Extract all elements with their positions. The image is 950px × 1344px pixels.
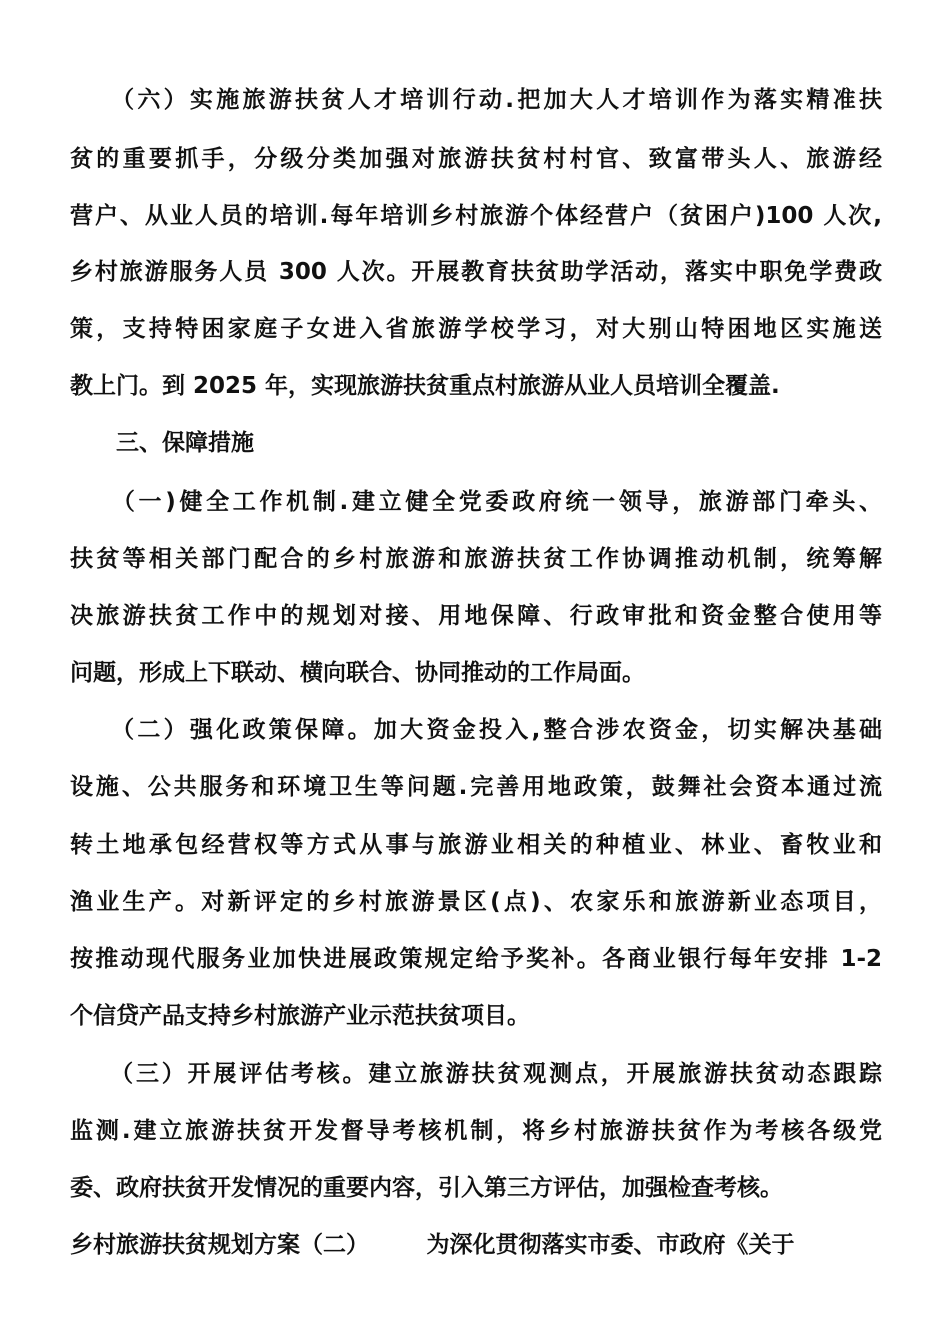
paragraph-line: （一)健全工作机制.建立健全党委政府统一领导，旅游部门牵头、 [70,489,882,515]
paragraph-line: 委、政府扶贫开发情况的重要内容，引入第三方评估，加强检查考核。 [70,1175,783,1201]
paragraph-line: 策，支持特困家庭子女进入省旅游学校学习，对大别山特困地区实施送 [70,316,882,342]
paragraph-line: 设施、公共服务和环境卫生等问题.完善用地政策，鼓舞社会资本通过流 [70,774,882,800]
paragraph-line: 渔业生产。对新评定的乡村旅游景区(点)、农家乐和旅游新业态项目， [70,889,882,915]
section-heading: 三、保障措施 [70,430,254,456]
next-section-title-line: 乡村旅游扶贫规划方案（二） 为深化贯彻落实市委、市政府《关于 [70,1232,795,1258]
paragraph-line: （二）强化政策保障。加大资金投入,整合涉农资金，切实解决基础 [70,717,882,743]
paragraph-line: 按推动现代服务业加快进展政策规定给予奖补。各商业银行每年安排 1-2 [70,946,882,972]
paragraph-line: 个信贷产品支持乡村旅游产业示范扶贫项目。 [70,1003,530,1029]
paragraph-line: （三）开展评估考核。建立旅游扶贫观测点，开展旅游扶贫动态跟踪 [70,1061,882,1087]
paragraph-line: 贫的重要抓手，分级分类加强对旅游扶贫村村官、致富带头人、旅游经 [70,146,882,172]
paragraph-line: 扶贫等相关部门配合的乡村旅游和旅游扶贫工作协调推动机制，统筹解 [70,546,882,572]
paragraph-line: 决旅游扶贫工作中的规划对接、用地保障、行政审批和资金整合使用等 [70,603,882,629]
paragraph-line: 转土地承包经营权等方式从事与旅游业相关的种植业、林业、畜牧业和 [70,832,882,858]
paragraph-line: 营户、从业人员的培训.每年培训乡村旅游个体经营户（贫困户)100 人次, [70,203,882,229]
paragraph-line: 监测.建立旅游扶贫开发督导考核机制，将乡村旅游扶贫作为考核各级党 [70,1118,882,1144]
paragraph-line: 教上门。到 2025 年，实现旅游扶贫重点村旅游从业人员培训全覆盖. [70,373,780,399]
paragraph-line: 问题，形成上下联动、横向联合、协同推动的工作局面。 [70,660,645,686]
paragraph-line: 乡村旅游服务人员 300 人次。开展教育扶贫助学活动，落实中职免学费政 [70,259,882,285]
paragraph-line: （六）实施旅游扶贫人才培训行动.把加大人才培训作为落实精准扶 [70,87,882,113]
